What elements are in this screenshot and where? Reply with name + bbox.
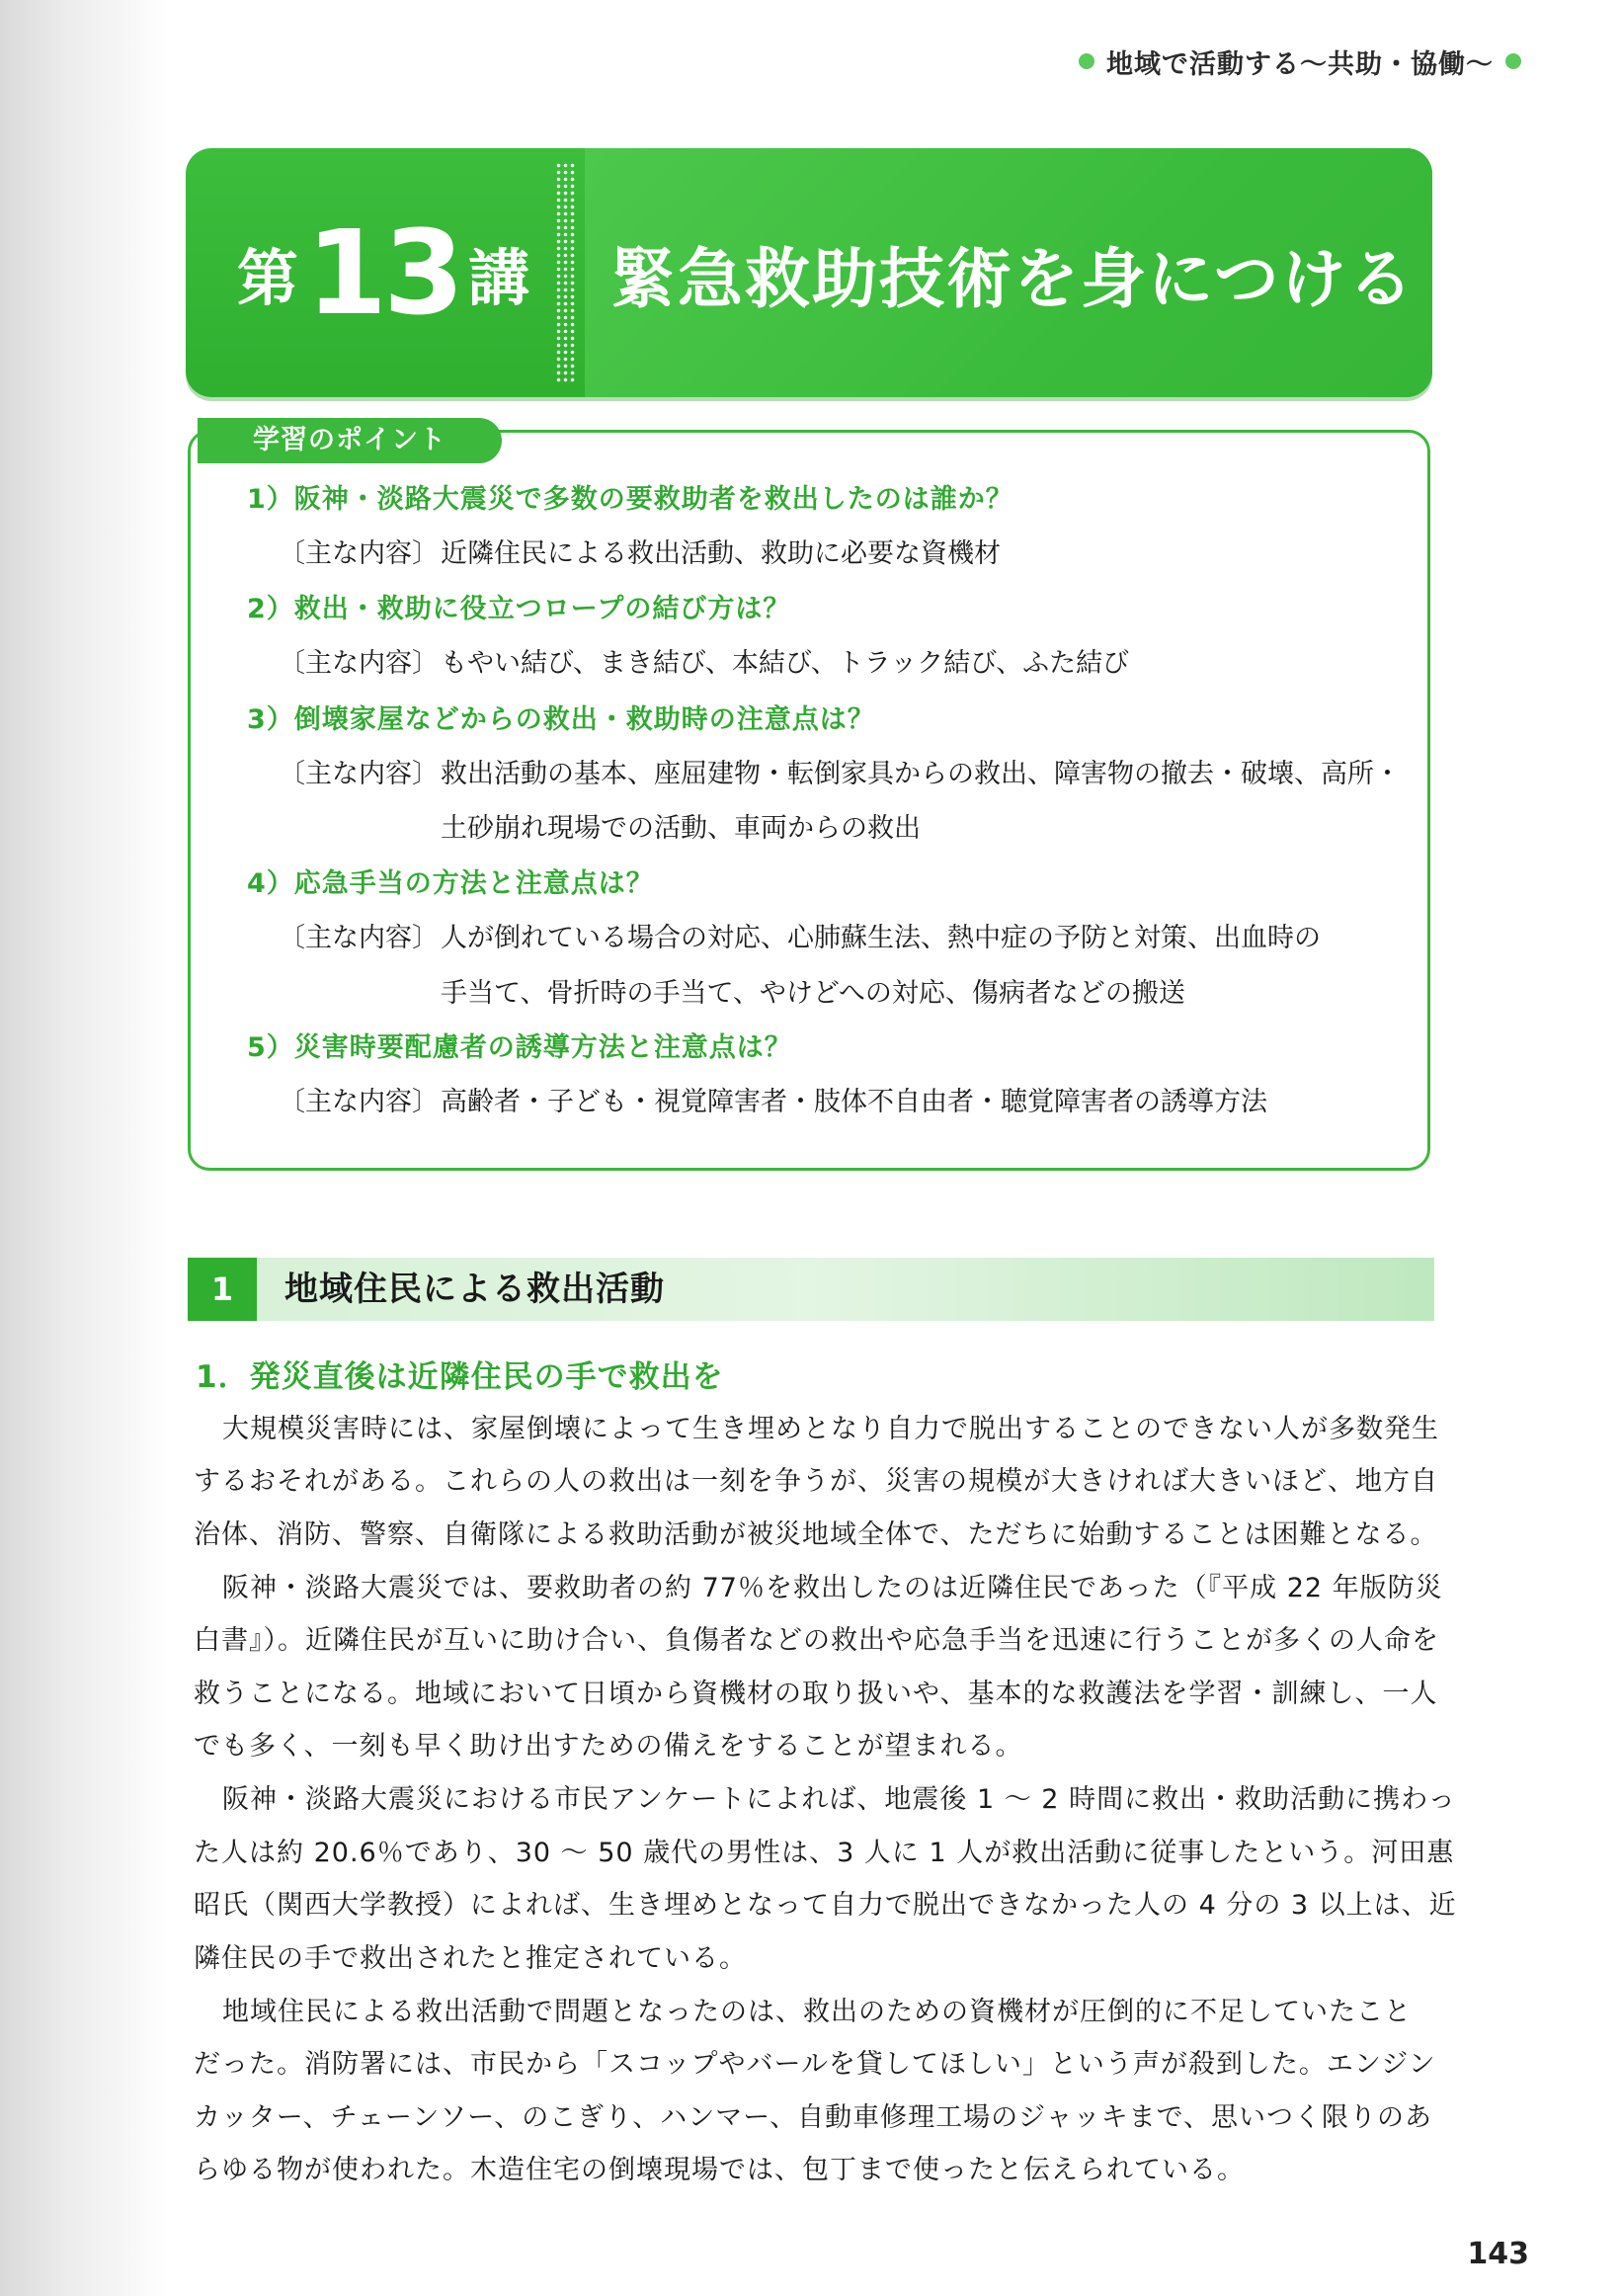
point-content-continued: 手当て、骨折時の手当て、やけどへの対応、傷病者などの搬送 bbox=[441, 978, 1185, 1009]
point-answer bbox=[279, 641, 1129, 680]
running-header-text: 地域で活動する〜共助・協働〜 bbox=[1106, 48, 1494, 80]
subheading: 1．発災直後は近隣住民の手で救出を bbox=[196, 1359, 724, 1395]
point-question: 1）阪神・淡路大震災で多数の要救助者を救出したのは誰か？ bbox=[247, 484, 1013, 515]
banner-dotted-divider bbox=[555, 162, 577, 383]
point-content: 救出活動の基本、座屈建物・転倒家具からの救出、障害物の撤去・破壊、高所・ bbox=[441, 759, 1401, 789]
point-answer bbox=[279, 752, 1401, 790]
body-line: だった。消防署には、市民から「スコップやバールを貸してほしい」という声が殺到した。エンジン bbox=[194, 2049, 1436, 2080]
body-line: 隣住民の手で救出されたと推定されている。 bbox=[194, 1943, 747, 1974]
body-line: 白書』）。近隣住民が互いに助け合い、負傷者などの救出や応急手当を迅速に行うことが多くの人命を bbox=[194, 1625, 1439, 1656]
chapter-title: 緊急救助技術を身につける bbox=[610, 240, 1416, 317]
chapter-number bbox=[215, 148, 551, 397]
learning-points-label: 学習のポイント bbox=[198, 418, 502, 463]
point-content: もやい結び、まき結び、本結び、トラック結び、ふた結び bbox=[441, 648, 1130, 679]
body-line: 阪神・淡路大震災における市民アンケートによれば、地震後 1 〜 2 時間に救出・救助活動に携わっ bbox=[222, 1784, 1456, 1815]
point-tag: 〔主な内容〕 bbox=[279, 648, 439, 679]
point-question: 2）救出・救助に役立つロープの結び方は？ bbox=[247, 594, 791, 624]
point-answer bbox=[279, 532, 1001, 570]
binding-shadow bbox=[0, 0, 168, 2296]
body-line: するおそれがある。これらの人の救出は一刻を争うが、災害の規模が大きければ大きいほど、地方自 bbox=[194, 1466, 1438, 1497]
body-line: 昭氏（関西大学教授）によれば、生き埋めとなって自力で脱出できなかった人の 4 分の 3 以上は、近 bbox=[194, 1890, 1457, 1921]
bullet-dot-icon bbox=[1505, 53, 1521, 69]
section-title: 地域住民による救出活動 bbox=[284, 1270, 665, 1309]
section-number: 1 bbox=[188, 1258, 257, 1321]
body-line: 救うことになる。地域において日頃から資機材の取り扱いや、基本的な救護法を学習・訓練し、一人 bbox=[194, 1679, 1438, 1709]
chapter-banner bbox=[186, 148, 1432, 397]
point-tag: 〔主な内容〕 bbox=[279, 923, 439, 953]
body-line: らゆる物が使われた。木造住宅の倒壊現場では、包丁まで使ったと伝えられている。 bbox=[194, 2155, 1245, 2185]
point-answer bbox=[279, 916, 1321, 954]
chapter-num: 13 bbox=[305, 205, 461, 341]
point-content: 人が倒れている場合の対応、心肺蘇生法、熱中症の予防と対策、出血時の bbox=[441, 923, 1321, 953]
point-answer bbox=[279, 1080, 1267, 1118]
chapter-prefix: 第 bbox=[236, 241, 298, 314]
point-question: 3）倒壊家屋などからの救出・救助時の注意点は？ bbox=[247, 704, 875, 735]
point-question: 5）災害時要配慮者の誘導方法と注意点は？ bbox=[247, 1032, 792, 1063]
point-question: 4）応急手当の方法と注意点は？ bbox=[247, 868, 654, 899]
body-line: でも多く、一刻も早く助け出すための備えをすることが望まれる。 bbox=[194, 1731, 1023, 1762]
body-line: 大規模災害時には、家屋倒壊によって生き埋めとなり自力で脱出することのできない人が多数発生 bbox=[222, 1414, 1439, 1444]
body-line: 阪神・淡路大震災では、要救助者の約 77％を救出したのは近隣住民であった（『平成 22 年版防災 bbox=[222, 1573, 1443, 1603]
point-content-continued: 土砂崩れ現場での活動、車両からの救出 bbox=[441, 813, 921, 844]
body-line: カッター、チェーンソー、のこぎり、ハンマー、自動車修理工場のジャッキまで、思いつく限りのあ bbox=[194, 2102, 1433, 2133]
point-tag: 〔主な内容〕 bbox=[279, 759, 439, 789]
body-line: 治体、消防、警察、自衛隊による救助活動が被災地域全体で、ただちに始動することは困難となる。 bbox=[194, 1519, 1438, 1550]
page-number: 143 bbox=[1467, 2237, 1529, 2271]
chapter-suffix: 講 bbox=[468, 241, 530, 314]
running-header bbox=[1067, 40, 1533, 83]
point-content: 高齢者・子ども・視覚障害者・肢体不自由者・聴覚障害者の誘導方法 bbox=[441, 1087, 1267, 1117]
point-content: 近隣住民による救出活動、救助に必要な資機材 bbox=[441, 538, 1001, 569]
point-tag: 〔主な内容〕 bbox=[279, 538, 439, 569]
body-line: 地域住民による救出活動で問題となったのは、救出のための資機材が圧倒的に不足していたこと bbox=[222, 1997, 1412, 2027]
point-tag: 〔主な内容〕 bbox=[279, 1087, 439, 1117]
body-line: た人は約 20.6％であり、30 〜 50 歳代の男性は、3 人に 1 人が救出活動に従事したという。河田惠 bbox=[194, 1838, 1455, 1868]
bullet-dot-icon bbox=[1079, 53, 1094, 69]
